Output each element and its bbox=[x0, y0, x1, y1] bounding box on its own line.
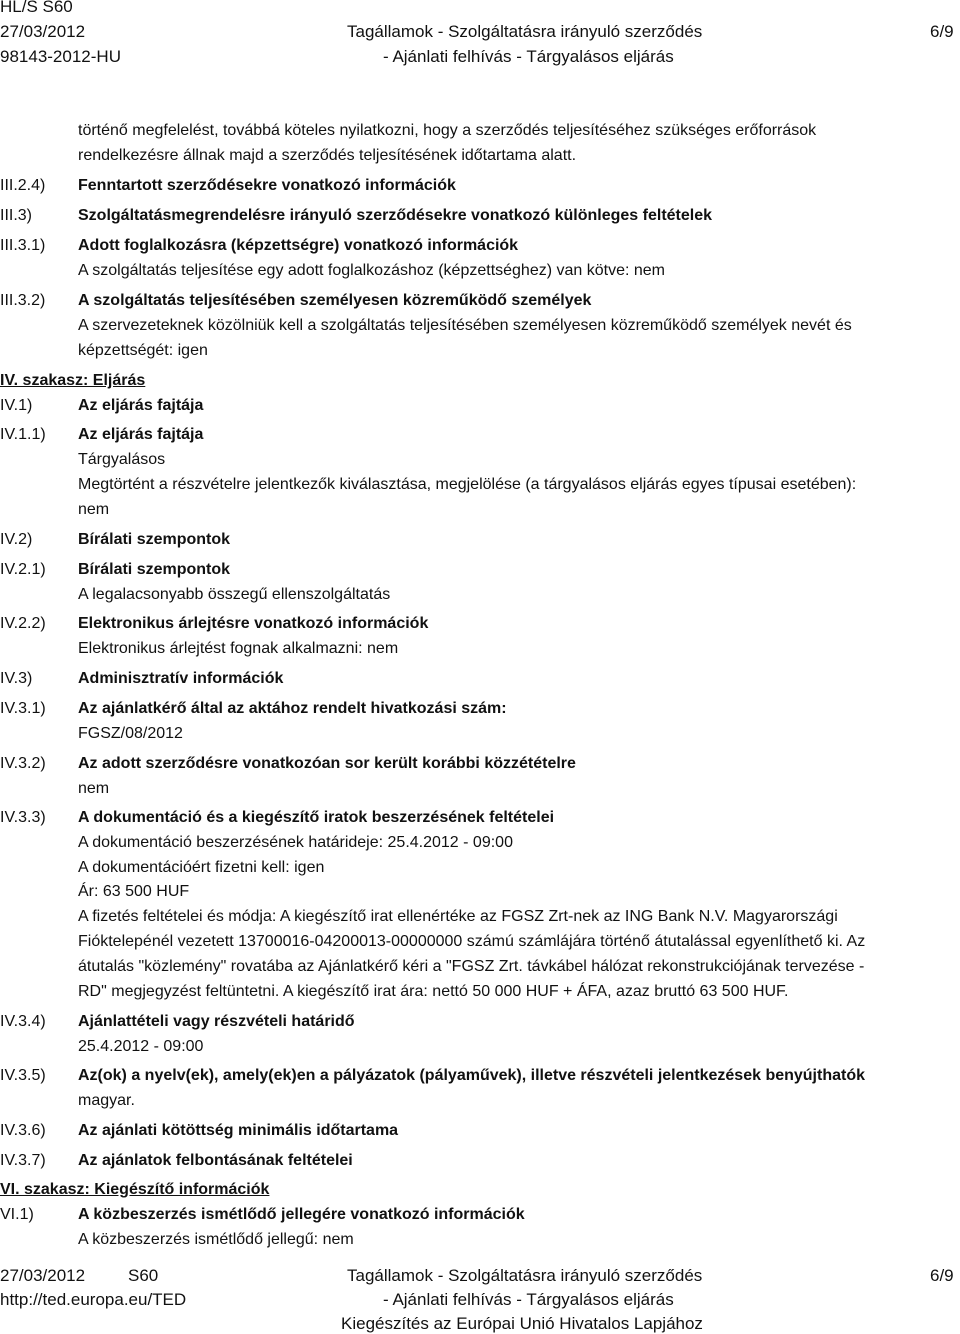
section-title: Bírálati szempontok bbox=[78, 531, 231, 548]
section-value: Tárgyalásos bbox=[78, 451, 166, 468]
section-value: A fizetés feltételei és módja: A kiegészítő irat ellenértéke az FGSZ Zrt-nek az ING Bank N.V. Magyarországi bbox=[78, 908, 838, 925]
footer-title-line3: Kiegészítés az Európai Unió Hivatalos Lapjához bbox=[341, 1314, 703, 1333]
section-title: Az eljárás fajtája bbox=[78, 397, 204, 414]
section-value: FGSZ/08/2012 bbox=[78, 725, 183, 742]
section-title: Az ajánlati kötöttség minimális időtartama bbox=[78, 1122, 399, 1139]
section-value: képzettségét: igen bbox=[78, 342, 208, 359]
section-heading-iv: IV. szakasz: Eljárás bbox=[0, 372, 146, 389]
section-number: III.3) bbox=[0, 207, 33, 224]
section-value: A legalacsonyabb összegű ellenszolgáltatás bbox=[78, 586, 391, 603]
continuation-line-2: rendelkezésre állnak majd a szerződés teljesítésének időtartama alatt. bbox=[78, 147, 577, 164]
section-heading-vi: VI. szakasz: Kiegészítő információk bbox=[0, 1181, 270, 1198]
footer-title-line2: - Ajánlati felhívás - Tárgyalásos eljárás bbox=[383, 1290, 674, 1309]
footer-url-link[interactable]: http://ted.europa.eu/TED bbox=[0, 1290, 187, 1309]
section-number: III.3.2) bbox=[0, 292, 46, 309]
section-title: Elektronikus árlejtésre vonatkozó információk bbox=[78, 615, 429, 632]
section-value: A szolgáltatás teljesítése egy adott foglalkozáshoz (képzettséghez) van kötve: nem bbox=[78, 262, 665, 279]
header-series: HL/S S60 bbox=[0, 0, 73, 16]
footer-page-number: 6/9 bbox=[930, 1266, 954, 1285]
header-date: 27/03/2012 bbox=[0, 22, 86, 41]
section-title: Az ajánlatok felbontásának feltételei bbox=[78, 1152, 353, 1169]
section-number: VI.1) bbox=[0, 1206, 34, 1223]
section-title: Az(ok) a nyelv(ek), amely(ek)en a pályázatok (pályaművek), illetve részvételi jelentkezések benyújthatók bbox=[78, 1067, 865, 1084]
section-value: A közbeszerzés ismétlődő jellegű: nem bbox=[78, 1231, 354, 1248]
section-title: Bírálati szempontok bbox=[78, 561, 231, 578]
section-title: A dokumentáció és a kiegészítő iratok beszerzésének feltételei bbox=[78, 809, 555, 826]
section-value: Megtörtént a részvételre jelentkezők kiválasztása, megjelölése (a tárgyalásos eljárás egyes típusai esetében): bbox=[78, 476, 857, 493]
section-title: Ajánlattételi vagy részvételi határidő bbox=[78, 1013, 355, 1030]
section-value: Elektronikus árlejtést fognak alkalmazni: nem bbox=[78, 640, 399, 657]
section-value: 25.4.2012 - 09:00 bbox=[78, 1038, 204, 1055]
section-number: IV.3.2) bbox=[0, 755, 46, 772]
section-title: Fenntartott szerződésekre vonatkozó információk bbox=[78, 177, 456, 194]
section-number: IV.3.6) bbox=[0, 1122, 46, 1139]
section-number: IV.2.2) bbox=[0, 615, 46, 632]
section-number: IV.3.3) bbox=[0, 809, 46, 826]
section-title: Az eljárás fajtája bbox=[78, 426, 204, 443]
section-number: IV.3.7) bbox=[0, 1152, 46, 1169]
header-page-number: 6/9 bbox=[930, 22, 954, 41]
section-value: magyar. bbox=[78, 1092, 135, 1109]
section-number: IV.2) bbox=[0, 531, 33, 548]
section-number: IV.1) bbox=[0, 397, 33, 414]
section-number: IV.3.5) bbox=[0, 1067, 46, 1084]
footer-title-line1: Tagállamok - Szolgáltatásra irányuló szerződés bbox=[347, 1266, 703, 1285]
footer-series: S60 bbox=[128, 1266, 159, 1285]
section-title: Szolgáltatásmegrendelésre irányuló szerződésekre vonatkozó különleges feltételek bbox=[78, 207, 713, 224]
section-value: Fióktelepénél vezetett 13700016-04200013-00000000 számú számlájára történő átutalással egyenlíthető ki. Az bbox=[78, 933, 866, 950]
footer-date: 27/03/2012 bbox=[0, 1266, 86, 1285]
section-title: A közbeszerzés ismétlődő jellegére vonatkozó információk bbox=[78, 1206, 525, 1223]
header-title-line1: Tagállamok - Szolgáltatásra irányuló szerződés bbox=[347, 22, 703, 41]
section-number: IV.3.4) bbox=[0, 1013, 46, 1030]
continuation-line-1: történő megfelelést, továbbá köteles nyilatkozni, hogy a szerződés teljesítéséhez szükséges erőforrások bbox=[78, 122, 817, 139]
section-title: A szolgáltatás teljesítésében személyesen közreműködő személyek bbox=[78, 292, 592, 309]
section-number: IV.3.1) bbox=[0, 700, 46, 717]
section-value: RD" megjegyzést feltüntetni. A kiegészítő irat ára: nettó 50 000 HUF + ÁFA, azaz bruttó 63 500 HUF. bbox=[78, 983, 789, 1000]
section-value: Ár: 63 500 HUF bbox=[78, 883, 190, 900]
section-value: A dokumentációért fizetni kell: igen bbox=[78, 859, 325, 876]
section-title: Az adott szerződésre vonatkozóan sor került korábbi közzétételre bbox=[78, 755, 576, 772]
section-title: Adott foglalkozásra (képzettségre) vonatkozó információk bbox=[78, 237, 519, 254]
section-title: Adminisztratív információk bbox=[78, 670, 284, 687]
section-title: Az ajánlatkérő által az aktához rendelt hivatkozási szám: bbox=[78, 700, 507, 717]
header-title-line2: - Ajánlati felhívás - Tárgyalásos eljárás bbox=[383, 47, 674, 66]
section-number: IV.3) bbox=[0, 670, 33, 687]
section-number: III.2.4) bbox=[0, 177, 46, 194]
section-value: átutalás "közlemény" rovatába az Ajánlatkérő kéri a "FGSZ Zrt. távkábel hálózat rekonstrukciójának tervezése - bbox=[78, 958, 865, 975]
header-notice-id: 98143-2012-HU bbox=[0, 47, 121, 66]
section-number: III.3.1) bbox=[0, 237, 46, 254]
section-value: A dokumentáció beszerzésének határideje: 25.4.2012 - 09:00 bbox=[78, 834, 513, 851]
section-number: IV.1.1) bbox=[0, 426, 46, 443]
section-value: A szervezeteknek közölniük kell a szolgáltatás teljesítésében személyesen közreműködő személyek nevét és bbox=[78, 317, 852, 334]
section-value: nem bbox=[78, 501, 110, 518]
section-value: nem bbox=[78, 780, 110, 797]
section-number: IV.2.1) bbox=[0, 561, 46, 578]
